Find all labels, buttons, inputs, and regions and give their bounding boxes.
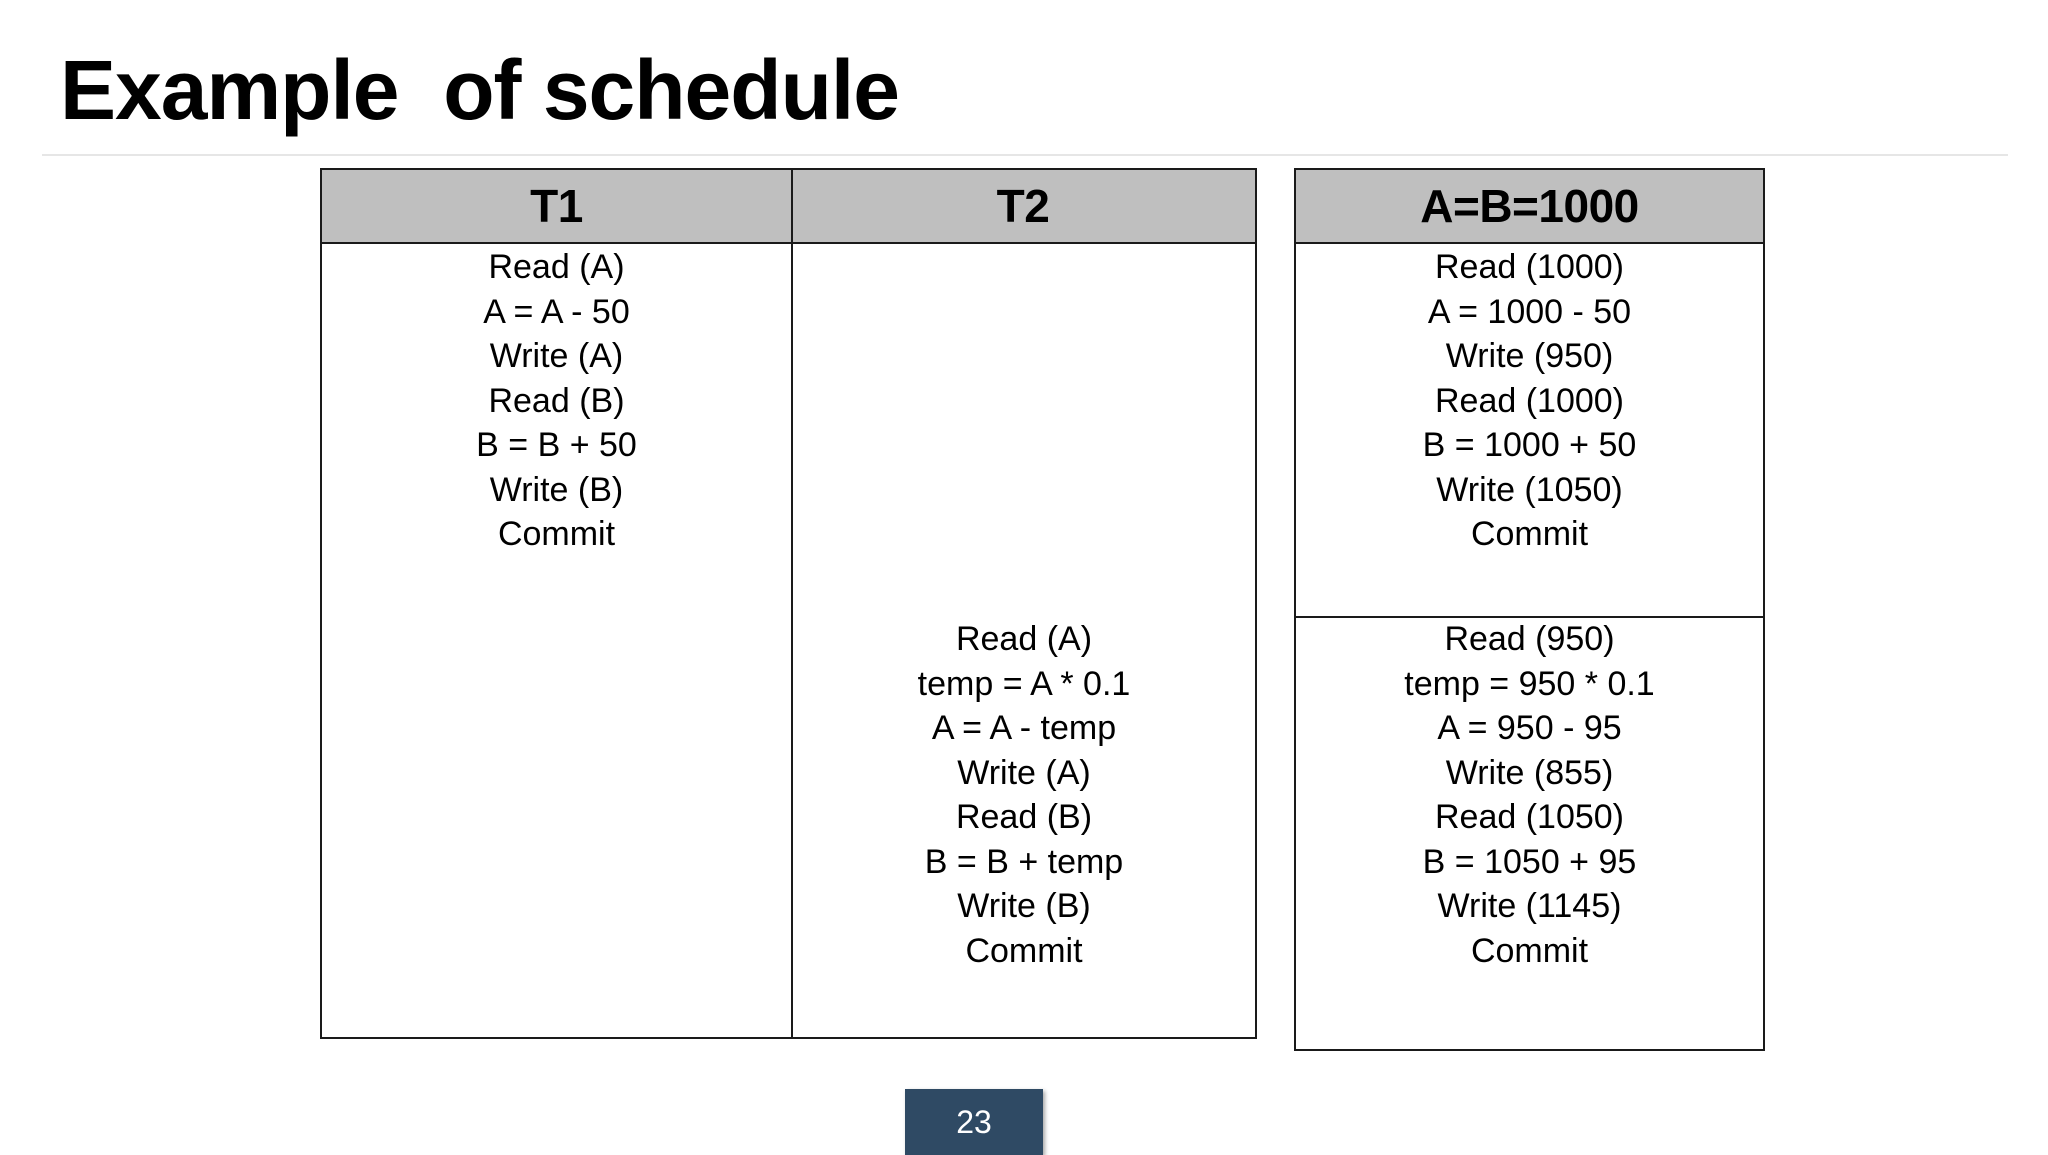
list-item: B = 1000 + 50 <box>1422 426 1637 464</box>
list-item: Write (B) <box>489 470 624 509</box>
page-number-badge: 23 <box>905 1089 1043 1155</box>
list-item: Read (A) <box>955 620 1093 658</box>
list-item: Read (950) <box>1444 620 1615 658</box>
t2-value-trace <box>1296 617 1763 973</box>
list-item: B = 1050 + 95 <box>1422 842 1637 881</box>
list-item: A = 1000 - 50 <box>1427 292 1632 331</box>
list-item: Read (1000) <box>1434 248 1624 286</box>
values-header: A=B=1000 <box>1296 170 1763 244</box>
t2-operations <box>793 617 1255 973</box>
list-item: Read (1050) <box>1434 798 1624 836</box>
t1-value-trace <box>1296 245 1763 557</box>
list-item: Read (B) <box>488 381 625 420</box>
list-item: Write (A) <box>489 337 624 375</box>
list-item: Read (A) <box>488 248 625 286</box>
list-item: temp = A * 0.1 <box>917 664 1131 703</box>
list-item: B = B + 50 <box>476 426 637 464</box>
list-item: Commit <box>965 931 1083 970</box>
list-item: Write (B) <box>957 887 1091 925</box>
title-divider <box>42 154 2008 156</box>
list-item: B = B + temp <box>924 842 1124 881</box>
list-item: Commit <box>1470 931 1589 970</box>
list-item: Write (1145) <box>1437 887 1622 925</box>
values-table <box>1294 168 1765 1051</box>
slide-title: Example of schedule <box>60 43 899 137</box>
list-item: A = 950 - 95 <box>1437 709 1622 747</box>
list-item: Write (A) <box>957 753 1091 792</box>
list-item: Write (950) <box>1445 337 1614 375</box>
list-item: A = A - temp <box>931 709 1117 747</box>
list-item: Commit <box>1470 515 1589 553</box>
schedule-table <box>320 168 1257 1039</box>
t1-header: T1 <box>322 170 791 244</box>
t1-operations <box>322 245 791 557</box>
list-item: Read (1000) <box>1434 381 1624 420</box>
list-item: Read (B) <box>955 798 1093 836</box>
list-item: Commit <box>497 515 616 553</box>
list-item: temp = 950 * 0.1 <box>1404 664 1655 703</box>
list-item: A = A - 50 <box>483 292 630 331</box>
list-item: Write (855) <box>1445 753 1614 792</box>
t2-header: T2 <box>791 170 1255 244</box>
list-item: Write (1050) <box>1436 470 1623 509</box>
